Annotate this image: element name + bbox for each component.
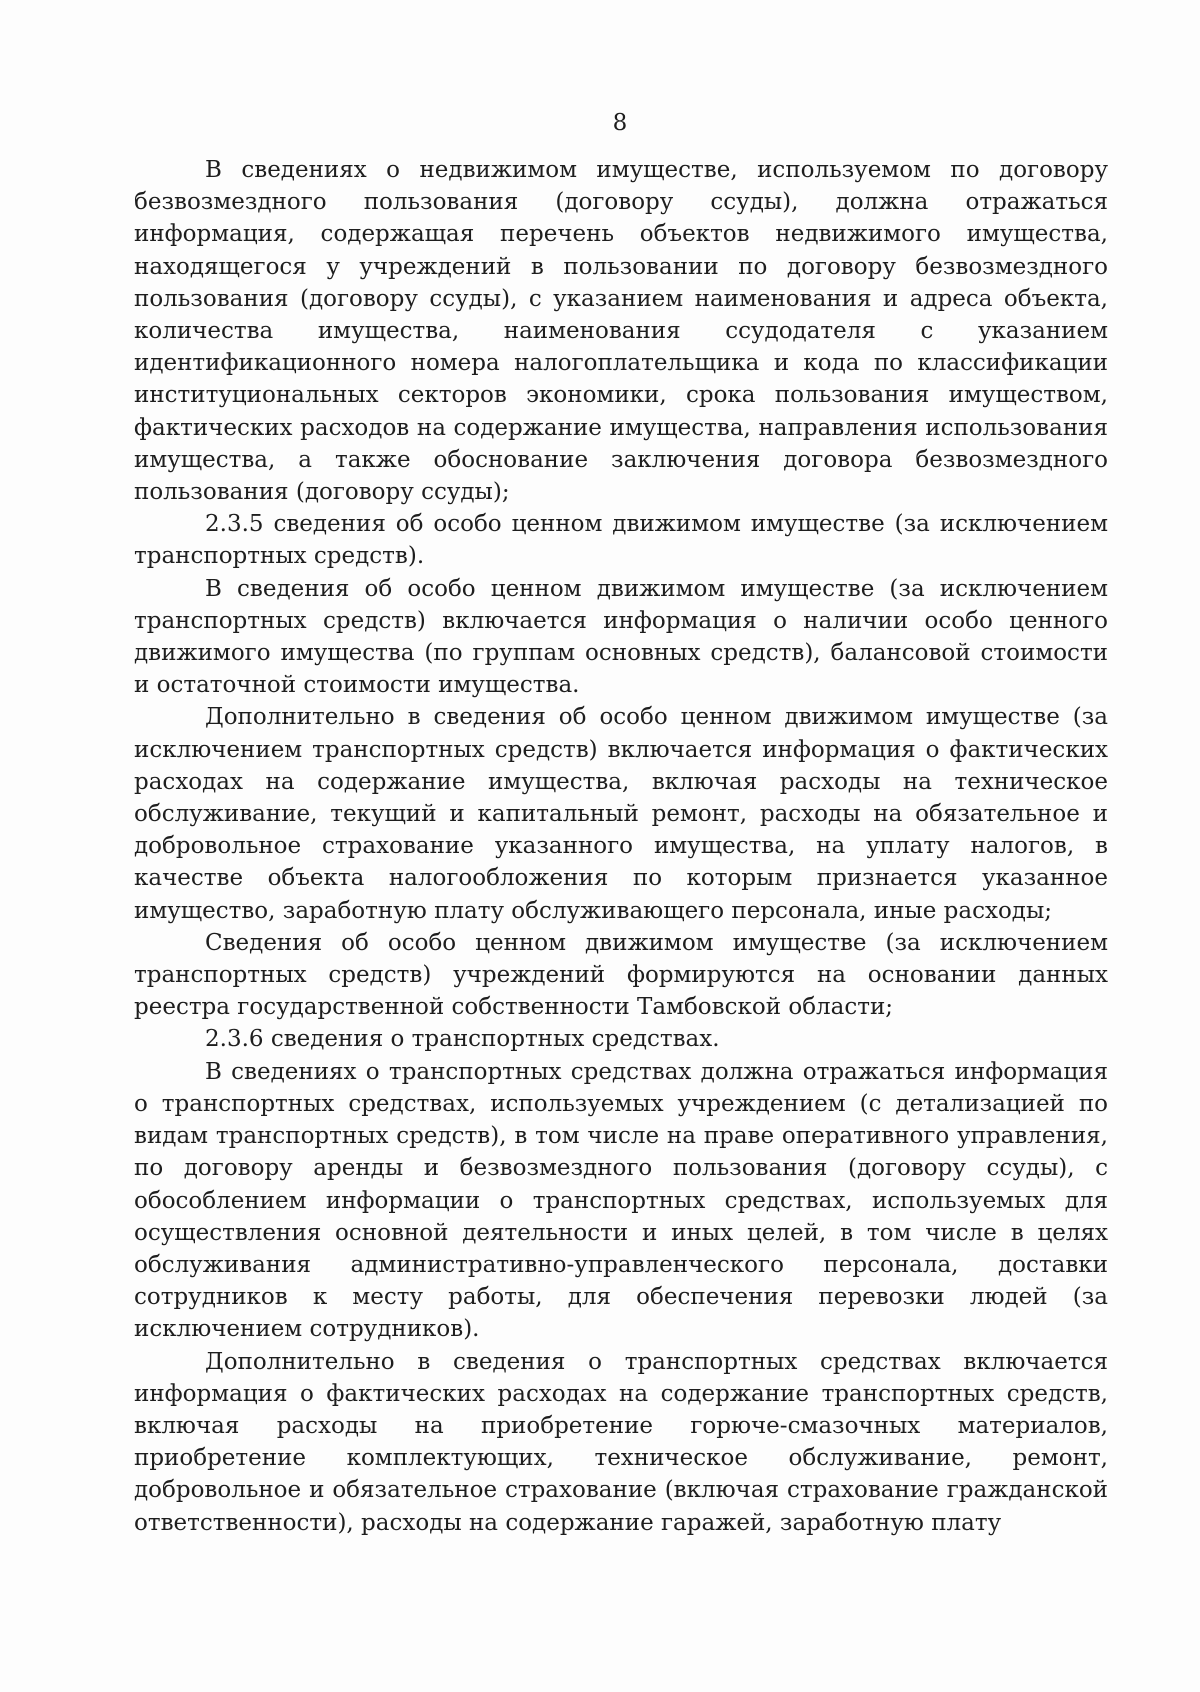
page-number: 8 bbox=[612, 110, 628, 136]
paragraph-vehicles-expenses: Дополнительно в сведения о транспортных средствах включается информация о фактических расходах на содержание транспортных средств, включая расходы на приобретение горюче-смазочных материалов, приобретение комплектующих, техническое обслуживание, ремонт, добровольное и обязательное страхование (включая страхование гражданской ответственности), расходы на содержание гаражей, заработную плату bbox=[134, 1348, 1108, 1536]
paragraph-section-2-3-5-heading: 2.3.5 сведения об особо ценном движимом имуществе (за исключением транспортных средств). bbox=[134, 511, 1108, 570]
paragraph-free-use-property: В сведениях о недвижимом имуществе, используемом по договору безвозмездного пользования (договору ссуды), должна отражаться информация, содержащая перечень объектов недвижимого имущества, находящегося у учреждений в пользовании по договору безвозмездного пользования (договору ссуды), с указанием наименования и адреса объекта, количества имущества, наименования ссудодателя с указанием идентификационного номера налогоплательщика и кода по классификации институциональных секторов экономики, срока пользования имуществом, фактических расходов на содержание имущества, направления использования имущества, а также обоснование заключения договора безвозмездного пользования (договору ссуды); bbox=[134, 157, 1108, 506]
document-body bbox=[134, 154, 1108, 1539]
paragraph-valuable-property-info: В сведения об особо ценном движимом имуществе (за исключением транспортных средств) включается информация о наличии особо ценного движимого имущества (по группам основных средств), балансовой стоимости и остаточной стоимости имущества. bbox=[134, 575, 1108, 699]
paragraph-vehicles-info: В сведениях о транспортных средствах должна отражаться информация о транспортных средствах, используемых учреждением (с детализацией по видам транспортных средств), в том числе на праве оперативного управления, по договору аренды и безвозмездного пользования (договору ссуды), с обособлением информации о транспортных средствах, используемых для осуществления основной деятельности и иных целей, в том числе в целях обслуживания административно-управленческого персонала, доставки сотрудников к месту работы, для обеспечения перевозки людей (за исключением сотрудников). bbox=[134, 1058, 1108, 1343]
paragraph-section-2-3-6-heading: 2.3.6 сведения о транспортных средствах. bbox=[205, 1026, 720, 1053]
paragraph-valuable-property-expenses: Дополнительно в сведения об особо ценном движимом имуществе (за исключением транспортных средств) включается информация о фактических расходах на содержание имущества, включая расходы на техническое обслуживание, текущий и капитальный ремонт, расходы на обязательное и добровольное страхование указанного имущества, на уплату налогов, в качестве объекта налогообложения по которым признается указанное имущество, заработную плату обслуживающего персонала, иные расходы; bbox=[134, 704, 1108, 924]
paragraph-valuable-property-registry: Сведения об особо ценном движимом имуществе (за исключением транспортных средств) учреждений формируются на основании данных реестра государственной собственности Тамбовской области; bbox=[134, 929, 1108, 1021]
